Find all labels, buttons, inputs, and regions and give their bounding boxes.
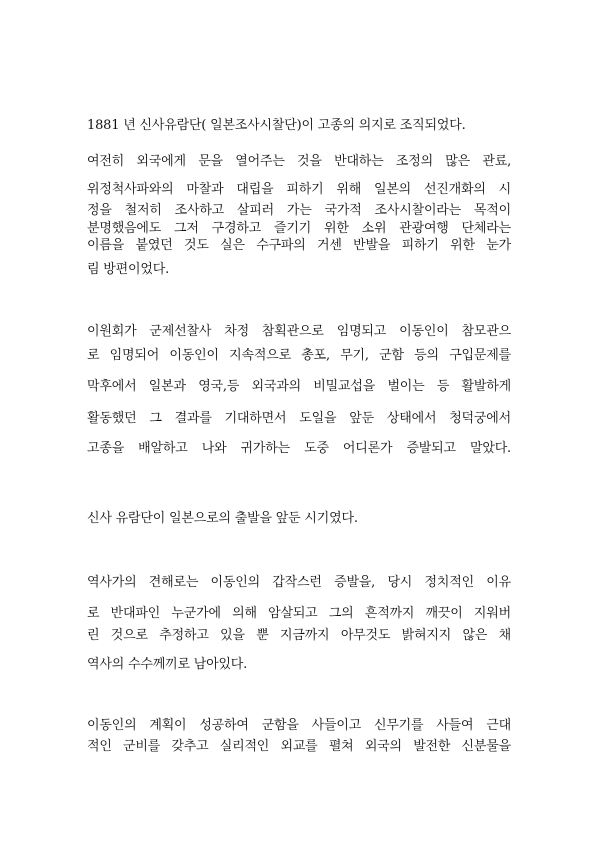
- paragraph-2-line-6: 림 방편이었다.: [87, 262, 170, 277]
- paragraph-6-line-1: 이동인의 계획이 성공하여 군함을 사들이고 신무기를 사들여 근대: [87, 718, 511, 733]
- paragraph-3-line-4: 활동했던 그 결과를 기대하면서 도일을 앞둔 상태에서 청덕궁에서: [87, 411, 511, 426]
- paragraph-2-line-4: 분명했음에도 그저 구경하고 즐기기 위한 소위 관광여행 단체라는: [87, 221, 511, 236]
- paragraph-2-line-1: 여전히 외국에게 문을 열어주는 것을 반대하는 조정의 많은 관료,: [87, 154, 511, 169]
- paragraph-3-line-2: 로 임명되어 이동인이 지속적으로 총포, 무기, 군함 등의 구입문제를: [87, 348, 511, 363]
- paragraph-5-line-3: 린 것으로 추정하고 있을 뿐 지금까지 아무것도 밝혀지지 않은 채: [87, 628, 511, 643]
- paragraph-1-line-1: 1881 년 신사유람단( 일본조사시찰단)이 고종의 의지로 조직되었다.: [87, 118, 466, 133]
- paragraph-3-line-3: 막후에서 일본과 영국,등 외국과의 비밀교섭을 벌이는 등 활발하게: [87, 379, 511, 394]
- paragraph-2-line-5: 이름을 붙였던 것도 실은 수구파의 거센 반발을 피하기 위한 눈가: [87, 238, 511, 253]
- paragraph-6-line-2: 적인 군비를 갖추고 실리적인 외교를 펼쳐 외국의 발전한 신분물을: [87, 739, 511, 754]
- paragraph-5-line-4: 역사의 수수께끼로 남아있다.: [87, 657, 248, 672]
- paragraph-3-line-1: 이원회가 군제선찰사 차정 참획관으로 임명되고 이동인이 참모관으: [87, 324, 511, 339]
- paragraph-3-line-5: 고종을 배알하고 나와 귀가하는 도중 어디론가 증발되고 말았다.: [87, 441, 511, 456]
- paragraph-5-line-2: 로 반대파인 누군가에 의해 암살되고 그의 흔적까지 깨끗이 지워버: [87, 606, 511, 621]
- paragraph-5-line-1: 역사가의 견해로는 이동인의 갑작스런 증발을, 당시 정치적인 이유: [87, 575, 511, 590]
- paragraph-4-line-1: 신사 유람단이 일본으로의 출발을 앞둔 시기였다.: [87, 511, 358, 526]
- paragraph-2-line-3: 정을 철저히 조사하고 살피러 가는 국가적 조사시찰이라는 목적이: [87, 203, 511, 218]
- paragraph-2-line-2: 위정척사파와의 마찰과 대립을 피하기 위해 일본의 선진개화의 시: [87, 182, 511, 197]
